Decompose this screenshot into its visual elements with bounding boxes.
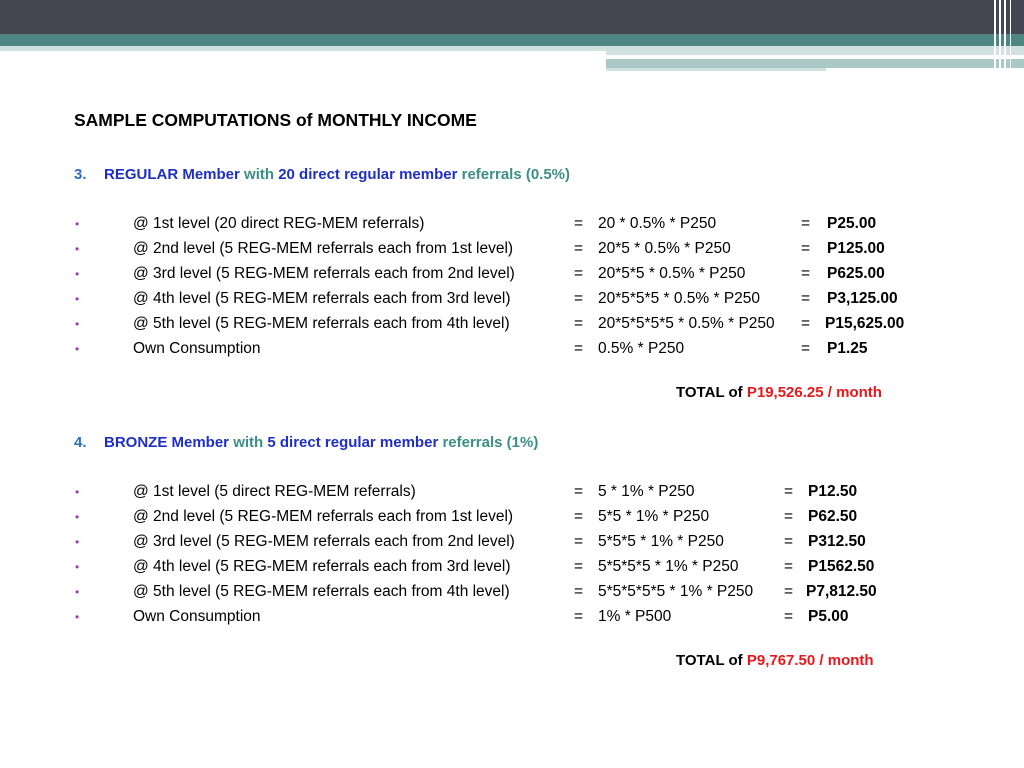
formula: 0.5% * P250 <box>598 340 685 357</box>
formula: 20*5 * 0.5% * P250 <box>598 240 731 257</box>
computed-value: P625.00 <box>827 265 885 282</box>
list-item <box>0 215 1024 237</box>
total-line <box>676 652 874 669</box>
level-description: @ 4th level (5 REG-MEM referrals each from 3rd level) <box>133 558 511 575</box>
bullet-icon: • <box>75 317 80 331</box>
header-vertical-stripe <box>994 0 996 72</box>
header-right-stripe <box>606 51 1024 55</box>
computed-value: P15,625.00 <box>825 315 905 332</box>
heading-direct: 20 direct regular member <box>278 166 458 183</box>
computed-value: P312.50 <box>808 533 866 550</box>
level-description: @ 5th level (5 REG-MEM referrals each from 4th level) <box>133 583 510 600</box>
total-amount: P19,526.25 <box>746 384 824 401</box>
level-description: @ 4th level (5 REG-MEM referrals each from 3rd level) <box>133 290 511 307</box>
section-number: 3. <box>74 166 87 183</box>
total-line <box>676 384 882 401</box>
equals-sign: = <box>801 315 811 332</box>
level-description: @ 3rd level (5 REG-MEM referrals each from 2nd level) <box>133 265 515 282</box>
bullet-icon: • <box>75 485 80 499</box>
header-right-stripe <box>826 55 948 59</box>
heading-referrals: referrals (1%) <box>442 434 539 451</box>
formula: 20*5*5*5*5 * 0.5% * P250 <box>598 315 775 332</box>
heading-with: with <box>233 434 264 451</box>
formula: 1% * P500 <box>598 608 672 625</box>
equals-sign: = <box>574 265 584 282</box>
bullet-icon: • <box>75 585 80 599</box>
computed-value: P125.00 <box>827 240 885 257</box>
computed-value: P1562.50 <box>808 558 875 575</box>
equals-sign: = <box>784 533 794 550</box>
header-teal-band <box>0 34 1024 46</box>
equals-sign: = <box>574 340 584 357</box>
level-description: Own Consumption <box>133 608 261 625</box>
equals-sign: = <box>801 215 811 232</box>
bullet-icon: • <box>75 560 80 574</box>
formula: 5*5*5*5*5 * 1% * P250 <box>598 583 754 600</box>
bullet-icon: • <box>75 217 80 231</box>
header-dark-band <box>0 0 1024 34</box>
equals-sign: = <box>784 483 794 500</box>
bullet-icon: • <box>75 267 80 281</box>
heading-member: REGULAR Member <box>104 166 240 183</box>
level-description: @ 1st level (5 direct REG-MEM referrals) <box>133 483 416 500</box>
total-label: TOTAL of <box>676 652 743 669</box>
list-item <box>0 315 1024 337</box>
computed-value: P5.00 <box>808 608 849 625</box>
equals-sign: = <box>574 533 584 550</box>
bullet-icon: • <box>75 342 80 356</box>
list-item <box>0 265 1024 287</box>
section-heading-regular <box>74 166 570 183</box>
page-title: SAMPLE COMPUTATIONS of MONTHLY INCOME <box>74 110 477 130</box>
section-number: 4. <box>74 434 87 451</box>
header-right-stripe <box>606 68 826 71</box>
equals-sign: = <box>801 265 811 282</box>
total-label: TOTAL of <box>676 384 743 401</box>
equals-sign: = <box>784 583 794 600</box>
formula: 20*5*5*5 * 0.5% * P250 <box>598 290 761 307</box>
equals-sign: = <box>574 508 584 525</box>
formula: 5*5*5*5 * 1% * P250 <box>598 558 739 575</box>
section-heading-bronze <box>74 434 538 451</box>
equals-sign: = <box>784 508 794 525</box>
level-description: @ 2nd level (5 REG-MEM referrals each from 1st level) <box>133 508 514 525</box>
equals-sign: = <box>784 558 794 575</box>
total-suffix: / month <box>819 652 874 669</box>
formula: 20*5*5 * 0.5% * P250 <box>598 265 746 282</box>
list-item <box>0 608 1024 630</box>
equals-sign: = <box>801 240 811 257</box>
list-item <box>0 483 1024 505</box>
list-item <box>0 508 1024 530</box>
formula: 20 * 0.5% * P250 <box>598 215 717 232</box>
equals-sign: = <box>574 290 584 307</box>
formula: 5*5 * 1% * P250 <box>598 508 710 525</box>
header-vertical-stripe <box>1004 0 1006 72</box>
equals-sign: = <box>784 608 794 625</box>
header-vertical-stripe <box>1010 0 1011 72</box>
bullet-icon: • <box>75 242 80 256</box>
equals-sign: = <box>574 608 584 625</box>
equals-sign: = <box>574 315 584 332</box>
header-right-stripe <box>606 59 1024 68</box>
list-item <box>0 290 1024 312</box>
level-description: @ 3rd level (5 REG-MEM referrals each from 2nd level) <box>133 533 515 550</box>
list-item <box>0 583 1024 605</box>
heading-referrals: referrals (0.5%) <box>461 166 571 183</box>
formula: 5*5*5 * 1% * P250 <box>598 533 724 550</box>
list-item <box>0 533 1024 555</box>
total-suffix: / month <box>827 384 882 401</box>
list-item <box>0 240 1024 262</box>
level-description: @ 5th level (5 REG-MEM referrals each from 4th level) <box>133 315 510 332</box>
level-description: Own Consumption <box>133 340 261 357</box>
bullet-icon: • <box>75 535 80 549</box>
computed-value: P1.25 <box>827 340 868 357</box>
heading-direct: 5 direct regular member <box>267 434 439 451</box>
header-vertical-stripe <box>999 0 1001 72</box>
equals-sign: = <box>574 583 584 600</box>
computed-value: P25.00 <box>827 215 877 232</box>
total-amount: P9,767.50 <box>746 652 816 669</box>
level-description: @ 2nd level (5 REG-MEM referrals each from 1st level) <box>133 240 514 257</box>
computed-value: P7,812.50 <box>806 583 877 600</box>
equals-sign: = <box>574 240 584 257</box>
list-item <box>0 340 1024 362</box>
bullet-icon: • <box>75 510 80 524</box>
bullet-icon: • <box>75 292 80 306</box>
heading-with: with <box>244 166 275 183</box>
equals-sign: = <box>574 483 584 500</box>
formula: 5 * 1% * P250 <box>598 483 695 500</box>
equals-sign: = <box>801 340 811 357</box>
computed-value: P3,125.00 <box>827 290 898 307</box>
equals-sign: = <box>801 290 811 307</box>
equals-sign: = <box>574 215 584 232</box>
computed-value: P62.50 <box>808 508 858 525</box>
equals-sign: = <box>574 558 584 575</box>
list-item <box>0 558 1024 580</box>
bullet-icon: • <box>75 610 80 624</box>
computed-value: P12.50 <box>808 483 858 500</box>
level-description: @ 1st level (20 direct REG-MEM referrals) <box>133 215 425 232</box>
heading-member: BRONZE Member <box>104 434 230 451</box>
